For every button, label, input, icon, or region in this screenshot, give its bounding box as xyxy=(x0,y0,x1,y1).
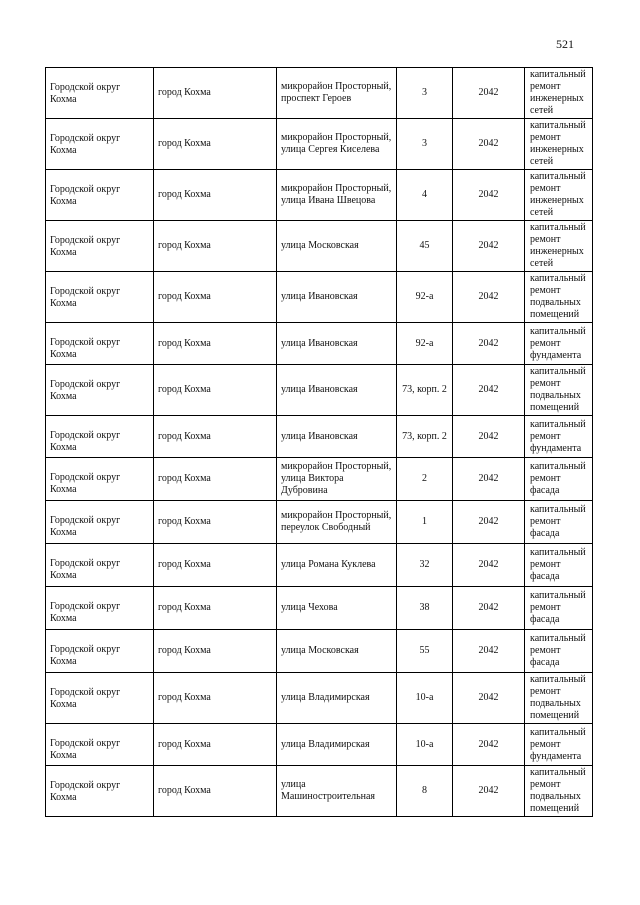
table-row xyxy=(46,673,593,724)
street-cell: улица Ивановская xyxy=(277,272,397,323)
municipality-cell: Городской округ Кохма xyxy=(46,365,154,416)
table-row xyxy=(46,68,593,119)
year-cell: 2042 xyxy=(453,119,525,170)
settlement-cell: город Кохма xyxy=(154,587,277,630)
house-number-cell: 92-а xyxy=(397,323,453,365)
street-cell: улица Владимирская xyxy=(277,724,397,766)
settlement-cell: город Кохма xyxy=(154,170,277,221)
settlement-cell: город Кохма xyxy=(154,365,277,416)
street-cell: улица Московская xyxy=(277,221,397,272)
house-number-cell: 10-а xyxy=(397,724,453,766)
settlement-cell: город Кохма xyxy=(154,673,277,724)
municipality-cell: Городской округ Кохма xyxy=(46,221,154,272)
table-row xyxy=(46,501,593,544)
municipality-cell: Городской округ Кохма xyxy=(46,501,154,544)
work-type-cell: капитальный ремонт фасада xyxy=(525,501,593,544)
work-type-cell: капитальный ремонт фундамента xyxy=(525,724,593,766)
settlement-cell: город Кохма xyxy=(154,501,277,544)
work-type-cell: капитальный ремонт фасада xyxy=(525,458,593,501)
year-cell: 2042 xyxy=(453,323,525,365)
work-type-cell: капитальный ремонт подвальных помещений xyxy=(525,365,593,416)
municipality-cell: Городской округ Кохма xyxy=(46,766,154,817)
house-number-cell: 3 xyxy=(397,68,453,119)
street-cell: улица Ивановская xyxy=(277,416,397,458)
house-number-cell: 3 xyxy=(397,119,453,170)
table-row xyxy=(46,221,593,272)
settlement-cell: город Кохма xyxy=(154,221,277,272)
table-row xyxy=(46,458,593,501)
work-type-cell: капитальный ремонт фундамента xyxy=(525,416,593,458)
house-number-cell: 2 xyxy=(397,458,453,501)
work-type-cell: капитальный ремонт инженерных сетей xyxy=(525,68,593,119)
year-cell: 2042 xyxy=(453,544,525,587)
work-type-cell: капитальный ремонт фундамента xyxy=(525,323,593,365)
street-cell: микрорайон Просторный, переулок Свободный xyxy=(277,501,397,544)
street-cell: улица Владимирская xyxy=(277,673,397,724)
street-cell: улица Ивановская xyxy=(277,323,397,365)
table-row xyxy=(46,587,593,630)
page-number: 521 xyxy=(556,37,574,51)
house-number-cell: 32 xyxy=(397,544,453,587)
municipality-cell: Городской округ Кохма xyxy=(46,272,154,323)
repair-schedule-table xyxy=(45,67,593,817)
settlement-cell: город Кохма xyxy=(154,766,277,817)
work-type-cell: капитальный ремонт инженерных сетей xyxy=(525,119,593,170)
street-cell: микрорайон Просторный, проспект Героев xyxy=(277,68,397,119)
year-cell: 2042 xyxy=(453,365,525,416)
house-number-cell: 38 xyxy=(397,587,453,630)
year-cell: 2042 xyxy=(453,766,525,817)
year-cell: 2042 xyxy=(453,501,525,544)
street-cell: улица Чехова xyxy=(277,587,397,630)
work-type-cell: капитальный ремонт подвальных помещений xyxy=(525,272,593,323)
table-row xyxy=(46,272,593,323)
year-cell: 2042 xyxy=(453,587,525,630)
house-number-cell: 10-а xyxy=(397,673,453,724)
table-row xyxy=(46,323,593,365)
work-type-cell: капитальный ремонт подвальных помещений xyxy=(525,766,593,817)
work-type-cell: капитальный ремонт инженерных сетей xyxy=(525,221,593,272)
settlement-cell: город Кохма xyxy=(154,724,277,766)
work-type-cell: капитальный ремонт фасада xyxy=(525,587,593,630)
street-cell: микрорайон Просторный, улица Сергея Киселева xyxy=(277,119,397,170)
municipality-cell: Городской округ Кохма xyxy=(46,544,154,587)
street-cell: улица Машиностроительная xyxy=(277,766,397,817)
settlement-cell: город Кохма xyxy=(154,68,277,119)
table-row xyxy=(46,119,593,170)
street-cell: улица Романа Куклева xyxy=(277,544,397,587)
year-cell: 2042 xyxy=(453,673,525,724)
house-number-cell: 73, корп. 2 xyxy=(397,416,453,458)
house-number-cell: 4 xyxy=(397,170,453,221)
table-row xyxy=(46,416,593,458)
table-row xyxy=(46,170,593,221)
table-row xyxy=(46,766,593,817)
house-number-cell: 92-а xyxy=(397,272,453,323)
year-cell: 2042 xyxy=(453,221,525,272)
table-row xyxy=(46,630,593,673)
table-row xyxy=(46,544,593,587)
table-row xyxy=(46,365,593,416)
street-cell: микрорайон Просторный, улица Виктора Дубровина xyxy=(277,458,397,501)
settlement-cell: город Кохма xyxy=(154,416,277,458)
year-cell: 2042 xyxy=(453,272,525,323)
municipality-cell: Городской округ Кохма xyxy=(46,416,154,458)
street-cell: улица Ивановская xyxy=(277,365,397,416)
settlement-cell: город Кохма xyxy=(154,323,277,365)
year-cell: 2042 xyxy=(453,630,525,673)
street-cell: микрорайон Просторный, улица Ивана Швецова xyxy=(277,170,397,221)
settlement-cell: город Кохма xyxy=(154,458,277,501)
municipality-cell: Городской округ Кохма xyxy=(46,724,154,766)
municipality-cell: Городской округ Кохма xyxy=(46,323,154,365)
year-cell: 2042 xyxy=(453,170,525,221)
municipality-cell: Городской округ Кохма xyxy=(46,673,154,724)
work-type-cell: капитальный ремонт фасада xyxy=(525,630,593,673)
work-type-cell: капитальный ремонт инженерных сетей xyxy=(525,170,593,221)
house-number-cell: 73, корп. 2 xyxy=(397,365,453,416)
table-row xyxy=(46,724,593,766)
municipality-cell: Городской округ Кохма xyxy=(46,119,154,170)
house-number-cell: 1 xyxy=(397,501,453,544)
work-type-cell: капитальный ремонт фасада xyxy=(525,544,593,587)
house-number-cell: 8 xyxy=(397,766,453,817)
municipality-cell: Городской округ Кохма xyxy=(46,68,154,119)
house-number-cell: 45 xyxy=(397,221,453,272)
year-cell: 2042 xyxy=(453,416,525,458)
settlement-cell: город Кохма xyxy=(154,119,277,170)
work-type-cell: капитальный ремонт подвальных помещений xyxy=(525,673,593,724)
municipality-cell: Городской округ Кохма xyxy=(46,587,154,630)
settlement-cell: город Кохма xyxy=(154,272,277,323)
municipality-cell: Городской округ Кохма xyxy=(46,458,154,501)
street-cell: улица Московская xyxy=(277,630,397,673)
year-cell: 2042 xyxy=(453,458,525,501)
municipality-cell: Городской округ Кохма xyxy=(46,630,154,673)
settlement-cell: город Кохма xyxy=(154,544,277,587)
year-cell: 2042 xyxy=(453,68,525,119)
house-number-cell: 55 xyxy=(397,630,453,673)
settlement-cell: город Кохма xyxy=(154,630,277,673)
municipality-cell: Городской округ Кохма xyxy=(46,170,154,221)
year-cell: 2042 xyxy=(453,724,525,766)
